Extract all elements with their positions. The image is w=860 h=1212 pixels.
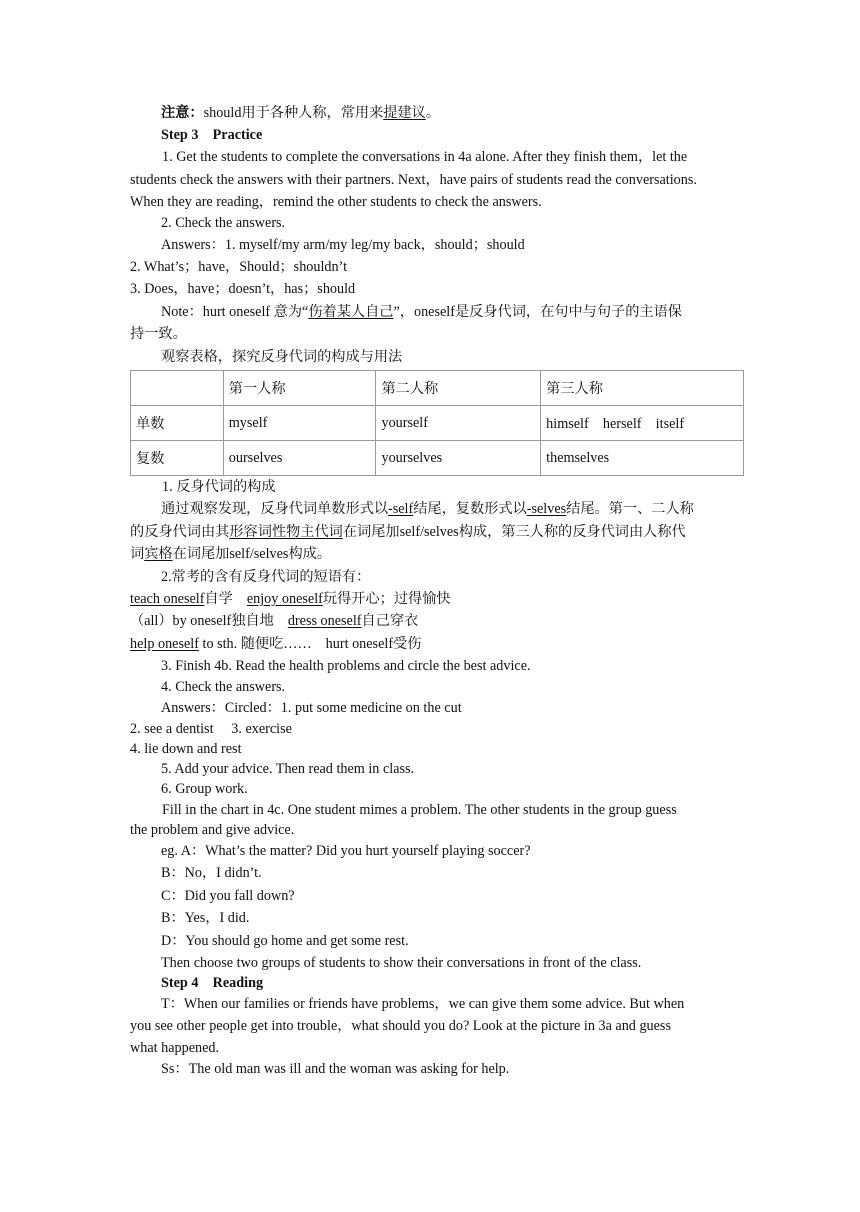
note-end: 。 [425,105,441,121]
table-cell: yourself [376,406,541,441]
formation-text: 结尾。第一、二人称 [566,501,694,517]
formation-underlined: 形容词性物主代词 [229,524,343,540]
note-text: should用于各种人称，常用来 [203,105,384,121]
note-underlined: 提建议 [383,105,426,121]
group-work-line2: the problem and give advice. [130,822,295,838]
step4-heading: Step 4 Reading [161,975,264,991]
table-header-row [131,371,744,406]
students-line: Ss：The old man was ill and the woman was asking for help. [161,1061,510,1077]
teacher-line2: you see other people get into trouble，what should you do? Look at the picture in 3a and guess [130,1018,671,1034]
observe-table-caption: 观察表格，探究反身代词的构成与用法 [161,349,403,365]
dialogue-line-b1: B：No，I didn’t. [161,865,262,881]
phrase-meaning: to sth. 随便吃…… [198,636,312,652]
phrase-underlined: help oneself [130,636,199,652]
note-label: 注意： [161,105,204,121]
phrase-line2 [130,611,418,631]
step-item-5: 5. Add your advice. Then read them in class. [161,761,415,777]
note-should [161,103,440,123]
formation-text: 在词尾加self/selves构成，第三人称的反身代词由人称代 [342,524,686,540]
table-row [131,406,744,441]
note-hurt-oneself [161,302,682,322]
phrase-meaning: 玩得开心；过得愉快 [322,591,451,607]
dialogue-line-c: C：Did you fall down? [161,888,295,904]
check-answers-1: 2. Check the answers. [161,215,286,231]
then-choose-line: Then choose two groups of students to show their conversations in front of the class. [161,955,642,971]
formation-text: 在词尾加self/selves构成。 [172,546,332,562]
phrase-line1 [130,589,451,609]
table-cell: 单数 [131,406,224,441]
formation-line2 [130,522,686,542]
answers-line1: Answers：1. myself/my arm/my leg/my back，should；should [161,237,525,253]
phrase-meaning: 自己穿衣 [361,613,419,629]
section-phrases-heading: 2.常考的含有反身代词的短语有： [161,569,371,585]
phrase-underlined: enjoy oneself [246,591,323,607]
formation-line3 [130,544,331,564]
para1-line3: When they are reading，remind the other students to check the answers. [130,194,542,210]
table-cell: themselves [541,441,744,476]
group-work-line1: Fill in the chart in 4c. One student mimes a problem. The other students in the group guess [162,802,677,818]
formation-text: 的反身代词由其 [130,524,230,540]
table-header-cell: 第三人称 [541,371,744,406]
phrase-underlined: teach oneself [130,591,205,607]
step-item-4: 4. Check the answers. [161,679,286,695]
answers2-line2: 2. see a dentist 3. exercise [130,721,292,737]
note-hurt-oneself-cont: 持一致。 [130,326,187,342]
note2-underlined: 伤着某人自己 [308,304,394,320]
phrase-text: （all）by oneself独自地 [130,613,274,629]
table-header-cell [131,371,224,406]
table-cell: myself [223,406,376,441]
dialogue-line-b2: B：Yes，I did. [161,910,250,926]
step-item-3: 3. Finish 4b. Read the health problems and circle the best advice. [161,658,531,674]
para1-line1: 1. Get the students to complete the conversations in 4a alone. After they finish them，let the [162,149,688,165]
dialogue-line-a: eg. A：What’s the matter? Did you hurt yourself playing soccer? [161,843,531,859]
table-header-cell: 第一人称 [223,371,376,406]
phrase-line3 [130,634,421,654]
answers2-line3: 4. lie down and rest [130,741,242,757]
reflexive-pronoun-table [130,370,744,476]
table-cell: 复数 [131,441,224,476]
phrase-text: hurt oneself受伤 [325,636,422,652]
teacher-line1: T：When our families or friends have problems，we can give them some advice. But when [161,996,685,1012]
note2-rest: ”，oneself是反身代词，在句中与句子的主语保 [393,304,682,320]
dialogue-line-d: D：You should go home and get some rest. [161,933,409,949]
formation-text: 通过观察发现，反身代词单数形式以 [161,501,389,517]
answers-line3: 3. Does，have；doesn’t，has；should [130,281,356,297]
formation-text: 词 [130,546,145,562]
table-row [131,441,744,476]
table-cell: yourselves [376,441,541,476]
teacher-line3: what happened. [130,1040,220,1056]
note2-text: Note：hurt oneself 意为“ [161,304,309,320]
table-cell: himself herself itself [541,406,744,441]
answers2-line1: Answers：Circled：1. put some medicine on the cut [161,700,462,716]
formation-text: 结尾，复数形式以 [413,501,527,517]
formation-underlined: -selves [526,501,567,517]
formation-underlined: -self [388,501,414,517]
phrase-underlined: dress oneself [287,613,362,629]
section-formation-heading: 1. 反身代词的构成 [162,479,276,495]
step3-heading: Step 3 Practice [161,127,263,143]
table-header-cell: 第二人称 [376,371,541,406]
formation-line1 [161,499,694,519]
phrase-meaning: 自学 [204,591,233,607]
answers-line2: 2. What’s；have，Should；shouldn’t [130,259,348,275]
table-cell: ourselves [223,441,376,476]
para1-line2: students check the answers with their partners. Next，have pairs of students read the conversations. [130,172,697,188]
formation-underlined: 宾格 [144,546,173,562]
step-item-6: 6. Group work. [161,781,248,797]
